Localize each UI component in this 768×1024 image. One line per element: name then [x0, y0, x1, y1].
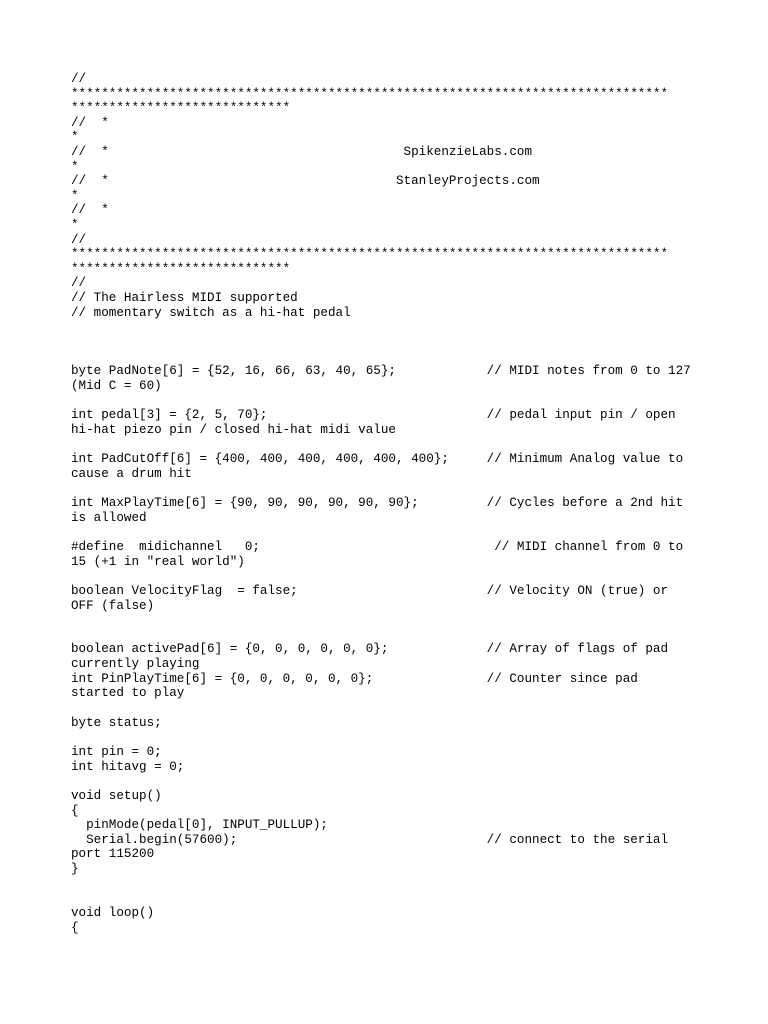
- code-line: pinMode(pedal[0], INPUT_PULLUP);: [71, 818, 328, 833]
- code-line: 15 (+1 in "real world"): [71, 554, 245, 569]
- code-line: byte PadNote[6] = {52, 16, 66, 63, 40, 65}; // MIDI notes from 0 to 127: [71, 364, 691, 378]
- code-line: // The Hairless MIDI supported: [71, 291, 298, 305]
- code-line: currently playing: [71, 656, 200, 671]
- code-line: int pin = 0;: [71, 745, 162, 759]
- code-line: void setup(): [71, 789, 162, 803]
- code-line: // *: [71, 203, 109, 218]
- code-line: int PinPlayTime[6] = {0, 0, 0, 0, 0, 0}; // Counter since pad: [71, 671, 638, 686]
- code-line: (Mid C = 60): [71, 378, 162, 393]
- code-line: port 115200: [71, 847, 155, 862]
- code-line: *******************************************************************************: [71, 86, 669, 101]
- code-line: {: [71, 920, 79, 935]
- code-line: int hitavg = 0;: [71, 759, 185, 774]
- code-line: *: [71, 130, 79, 145]
- code-line: // * StanleyProjects.com: [71, 174, 540, 189]
- code-line: //: [71, 276, 87, 291]
- code-line: {: [71, 803, 79, 818]
- code-line: //: [71, 72, 87, 86]
- code-line: int pedal[3] = {2, 5, 70}; // pedal input pin / open: [71, 408, 676, 422]
- code-line: int MaxPlayTime[6] = {90, 90, 90, 90, 90, 90}; // Cycles before a 2nd hit: [71, 496, 684, 510]
- code-line: boolean activePad[6] = {0, 0, 0, 0, 0, 0}; // Array of flags of pad: [71, 642, 669, 656]
- code-line: int PadCutOff[6] = {400, 400, 400, 400, 400, 400}; // Minimum Analog value to: [71, 452, 684, 466]
- code-line: // momentary switch as a hi-hat pedal: [71, 305, 351, 320]
- code-line: void loop(): [71, 906, 155, 920]
- code-line: *: [71, 159, 79, 174]
- code-line: *****************************: [71, 261, 291, 276]
- code-line: }: [71, 862, 79, 876]
- code-line: Serial.begin(57600); // connect to the serial: [71, 832, 669, 847]
- code-line: OFF (false): [71, 598, 155, 613]
- code-line: boolean VelocityFlag = false; // Velocity ON (true) or: [71, 584, 669, 598]
- code-line: *****************************: [71, 101, 291, 116]
- code-line: //: [71, 232, 87, 247]
- code-line: started to play: [71, 686, 185, 701]
- code-line: *******************************************************************************: [71, 247, 669, 262]
- code-line: #define midichannel 0; // MIDI channel from 0 to: [71, 540, 684, 554]
- code-line: is allowed: [71, 510, 147, 525]
- code-line: // *: [71, 115, 109, 130]
- code-line: *: [71, 218, 79, 232]
- code-line: cause a drum hit: [71, 466, 192, 481]
- code-line: // * SpikenzieLabs.com: [71, 145, 533, 159]
- code-line: hi-hat piezo pin / closed hi-hat midi value: [71, 422, 396, 437]
- code-line: byte status;: [71, 715, 162, 730]
- code-line: *: [71, 188, 79, 203]
